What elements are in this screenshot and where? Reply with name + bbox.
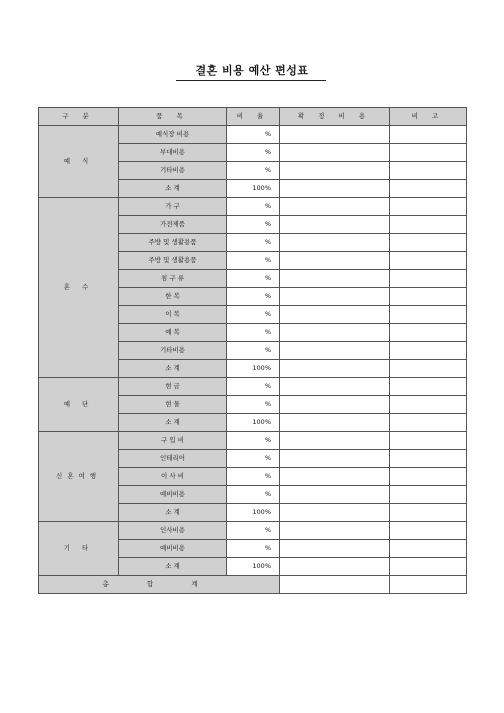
item-cell: 부대비용: [119, 144, 227, 162]
confirmed-cost-cell[interactable]: [280, 252, 390, 270]
remarks-cell[interactable]: [390, 504, 467, 522]
budget-table: [38, 107, 467, 594]
remarks-cell[interactable]: [390, 162, 467, 180]
remarks-cell[interactable]: [390, 306, 467, 324]
item-cell: 인테리어: [119, 450, 227, 468]
item-cell: 예 복: [119, 324, 227, 342]
header-category: 구 분: [39, 108, 119, 126]
confirmed-cost-cell[interactable]: [280, 414, 390, 432]
rate-cell: 100%: [227, 558, 280, 576]
rate-cell: %: [227, 522, 280, 540]
remarks-cell[interactable]: [390, 126, 467, 144]
remarks-cell[interactable]: [390, 234, 467, 252]
remarks-cell[interactable]: [390, 270, 467, 288]
remarks-cell[interactable]: [390, 288, 467, 306]
table-row: [39, 378, 467, 396]
remarks-cell[interactable]: [390, 144, 467, 162]
grand-total-remarks-cell[interactable]: [390, 576, 467, 594]
rate-cell: %: [227, 252, 280, 270]
item-cell: 구 입 비: [119, 432, 227, 450]
rate-cell: %: [227, 396, 280, 414]
item-cell: 소 계: [119, 558, 227, 576]
rate-cell: %: [227, 162, 280, 180]
remarks-cell[interactable]: [390, 414, 467, 432]
remarks-cell[interactable]: [390, 378, 467, 396]
item-cell: 한 복: [119, 288, 227, 306]
remarks-cell[interactable]: [390, 396, 467, 414]
confirmed-cost-cell[interactable]: [280, 432, 390, 450]
rate-cell: %: [227, 468, 280, 486]
header-remarks: 비 고: [390, 108, 467, 126]
remarks-cell[interactable]: [390, 360, 467, 378]
item-cell: 예비비용: [119, 486, 227, 504]
remarks-cell[interactable]: [390, 216, 467, 234]
remarks-cell[interactable]: [390, 252, 467, 270]
confirmed-cost-cell[interactable]: [280, 378, 390, 396]
item-cell: 이 사 비: [119, 468, 227, 486]
remarks-cell[interactable]: [390, 486, 467, 504]
remarks-cell[interactable]: [390, 558, 467, 576]
header-confirmed-cost: 확 정 비 용: [280, 108, 390, 126]
rate-cell: %: [227, 198, 280, 216]
confirmed-cost-cell[interactable]: [280, 396, 390, 414]
rate-cell: %: [227, 234, 280, 252]
category-cell: 신혼여행: [39, 432, 119, 522]
confirmed-cost-cell[interactable]: [280, 306, 390, 324]
remarks-cell[interactable]: [390, 198, 467, 216]
confirmed-cost-cell[interactable]: [280, 558, 390, 576]
confirmed-cost-cell[interactable]: [280, 324, 390, 342]
remarks-cell[interactable]: [390, 180, 467, 198]
budget-body: [39, 126, 467, 576]
remarks-cell[interactable]: [390, 432, 467, 450]
confirmed-cost-cell[interactable]: [280, 360, 390, 378]
table-row: [39, 522, 467, 540]
category-cell: 예 식: [39, 126, 119, 198]
item-cell: 소 계: [119, 180, 227, 198]
header-rate: 비 율: [227, 108, 280, 126]
grand-total-row: [39, 576, 467, 594]
item-cell: 소 계: [119, 414, 227, 432]
item-cell: 예식장 비용: [119, 126, 227, 144]
confirmed-cost-cell[interactable]: [280, 198, 390, 216]
confirmed-cost-cell[interactable]: [280, 234, 390, 252]
item-cell: 기타비용: [119, 162, 227, 180]
remarks-cell[interactable]: [390, 468, 467, 486]
item-cell: 침 구 류: [119, 270, 227, 288]
remarks-cell[interactable]: [390, 540, 467, 558]
item-cell: 소 계: [119, 504, 227, 522]
confirmed-cost-cell[interactable]: [280, 468, 390, 486]
rate-cell: %: [227, 486, 280, 504]
rate-cell: %: [227, 540, 280, 558]
confirmed-cost-cell[interactable]: [280, 288, 390, 306]
confirmed-cost-cell[interactable]: [280, 270, 390, 288]
item-cell: 이 복: [119, 306, 227, 324]
confirmed-cost-cell[interactable]: [280, 450, 390, 468]
rate-cell: %: [227, 126, 280, 144]
category-cell: 혼 수: [39, 198, 119, 378]
item-cell: 인사비용: [119, 522, 227, 540]
title-underline: [176, 80, 326, 81]
confirmed-cost-cell[interactable]: [280, 126, 390, 144]
confirmed-cost-cell[interactable]: [280, 540, 390, 558]
category-cell: 기 타: [39, 522, 119, 576]
confirmed-cost-cell[interactable]: [280, 486, 390, 504]
remarks-cell[interactable]: [390, 324, 467, 342]
item-cell: 예비비용: [119, 540, 227, 558]
rate-cell: 100%: [227, 414, 280, 432]
confirmed-cost-cell[interactable]: [280, 180, 390, 198]
rate-cell: %: [227, 324, 280, 342]
rate-cell: %: [227, 450, 280, 468]
rate-cell: %: [227, 342, 280, 360]
rate-cell: %: [227, 378, 280, 396]
item-cell: 현 물: [119, 396, 227, 414]
rate-cell: 100%: [227, 504, 280, 522]
table-row: [39, 198, 467, 216]
rate-cell: %: [227, 144, 280, 162]
item-cell: 주방 및 생활용품: [119, 234, 227, 252]
rate-cell: %: [227, 432, 280, 450]
remarks-cell[interactable]: [390, 450, 467, 468]
rate-cell: %: [227, 216, 280, 234]
item-cell: 가전제품: [119, 216, 227, 234]
confirmed-cost-cell[interactable]: [280, 162, 390, 180]
grand-total-cost-cell[interactable]: [280, 576, 390, 594]
confirmed-cost-cell[interactable]: [280, 504, 390, 522]
remarks-cell[interactable]: [390, 342, 467, 360]
confirmed-cost-cell[interactable]: [280, 144, 390, 162]
item-cell: 주방 및 생활용품: [119, 252, 227, 270]
category-cell: 예 단: [39, 378, 119, 432]
confirmed-cost-cell[interactable]: [280, 342, 390, 360]
header-row: [39, 108, 467, 126]
rate-cell: %: [227, 288, 280, 306]
grand-total-label: 총 합 계: [39, 576, 280, 594]
table-row: [39, 126, 467, 144]
rate-cell: %: [227, 306, 280, 324]
rate-cell: %: [227, 270, 280, 288]
document-title: 결혼 비용 예산 편성표: [195, 64, 309, 77]
table-row: [39, 432, 467, 450]
item-cell: 기타비용: [119, 342, 227, 360]
confirmed-cost-cell[interactable]: [280, 216, 390, 234]
header-item: 품 목: [119, 108, 227, 126]
remarks-cell[interactable]: [390, 522, 467, 540]
item-cell: 가 구: [119, 198, 227, 216]
rate-cell: 100%: [227, 180, 280, 198]
rate-cell: 100%: [227, 360, 280, 378]
confirmed-cost-cell[interactable]: [280, 522, 390, 540]
item-cell: 소 계: [119, 360, 227, 378]
item-cell: 현 금: [119, 378, 227, 396]
